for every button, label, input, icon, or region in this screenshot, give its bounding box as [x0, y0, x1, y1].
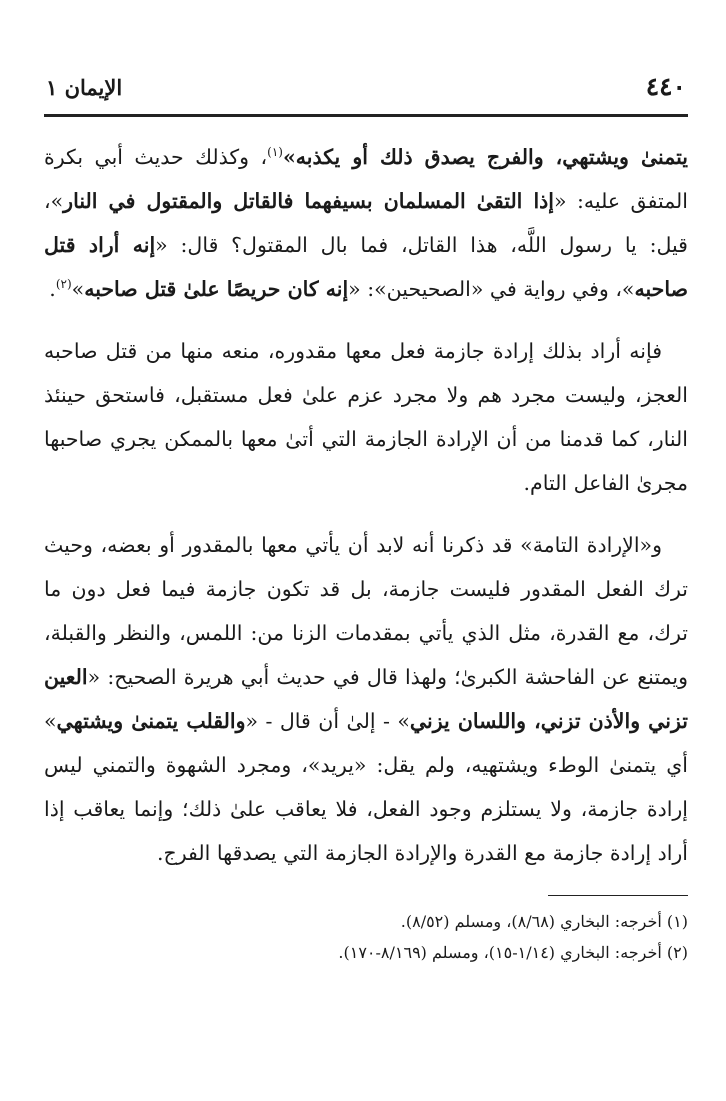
body-text-3: » أي يتمنىٰ الوطء ويشتهيه، ولم يقل: «يريد»، ومجرد الشهوة والتمني ليس إرادة جازمة، ولا يستلزم وجود الفعل، فلا يعاقب علىٰ ذلك؛ وإنما يعاقب إذا أراد إرادة جازمة مع القدرة والإرادة الجازمة التي يصدقها الفرج. [44, 709, 688, 865]
footnote-divider [548, 895, 688, 896]
hadith-text-3: إنه أراد قتل صاحبه [44, 233, 688, 301]
running-title: الإيمان ١ [46, 75, 123, 100]
hadith-text-1: يتمنىٰ ويشتهي، والفرج يصدق ذلك أو يكذبه» [282, 145, 688, 169]
quote-close: » [71, 277, 85, 301]
footnote-ref-1: (١) [267, 145, 283, 160]
hadith-text-4: إنه كان حريصًا علىٰ قتل صاحبه [84, 277, 349, 301]
body-text-1: و«الإرادة التامة» قد ذكرنا أنه لابد أن يأتي معها بالمقدور أو بعضه، وحيث ترك الفعل المقدور فليست جازمة، بل قد تكون جازمة فيما فعل دون ما ترك، مع القدرة، مثل الذي يأتي بمقدمات الزنا من: اللمس، والنظر والقبلة، ويمتنع عن الفاحشة الكبرىٰ؛ ولهذا قال في حديث أبي هريرة الصحيح: « [44, 533, 688, 689]
footnote-1: (١) أخرجه: البخاري (٨/٦٨)، ومسلم (٨/٥٢). [400, 912, 688, 931]
paragraph-1 [44, 135, 688, 311]
hadith-text-6: والقلب يتمنىٰ ويشتهي [56, 709, 246, 733]
footnote-2: (٢) أخرجه: البخاري (١/١٤-١٥)، ومسلم (٨/١٦٩-١٧٠). [338, 943, 688, 962]
sentence-end: . [49, 277, 56, 301]
paragraph-3 [44, 523, 688, 875]
narration-text-3: »، وفي رواية في «الصحيحين»: « [348, 277, 635, 301]
narration-text-1: ، وكذلك حديث أبي بكرة المتفق عليه: « [44, 145, 688, 213]
paragraph-2: فإنه أراد بذلك إرادة جازمة فعل معها مقدوره، منعه منها من قتل صاحبه العجز، وليست مجرد هم ولا مجرد عزم علىٰ فعل مستقبل، فاستحق حينئذ النار، كما قدمنا من أن الإرادة الجازمة التي أتىٰ معها بالممكن يجري صاحبها مجرىٰ الفاعل التام. [44, 339, 688, 495]
narration-text-2: »، قيل: يا رسول اللَّه، هذا القاتل، فما بال المقتول؟ قال: « [44, 189, 688, 257]
body-text-2: » - إلىٰ أن قال - « [245, 709, 410, 733]
footnote-ref-2: (٢) [55, 277, 72, 292]
page-header [44, 72, 688, 108]
page-number: ٤٤٠ [645, 72, 686, 101]
header-divider [44, 114, 688, 117]
hadith-text-5: العين تزني والأذن تزني، واللسان يزني [44, 665, 688, 733]
hadith-text-2: إذا التقىٰ المسلمان بسيفهما فالقاتل والمقتول في النار [63, 189, 554, 213]
